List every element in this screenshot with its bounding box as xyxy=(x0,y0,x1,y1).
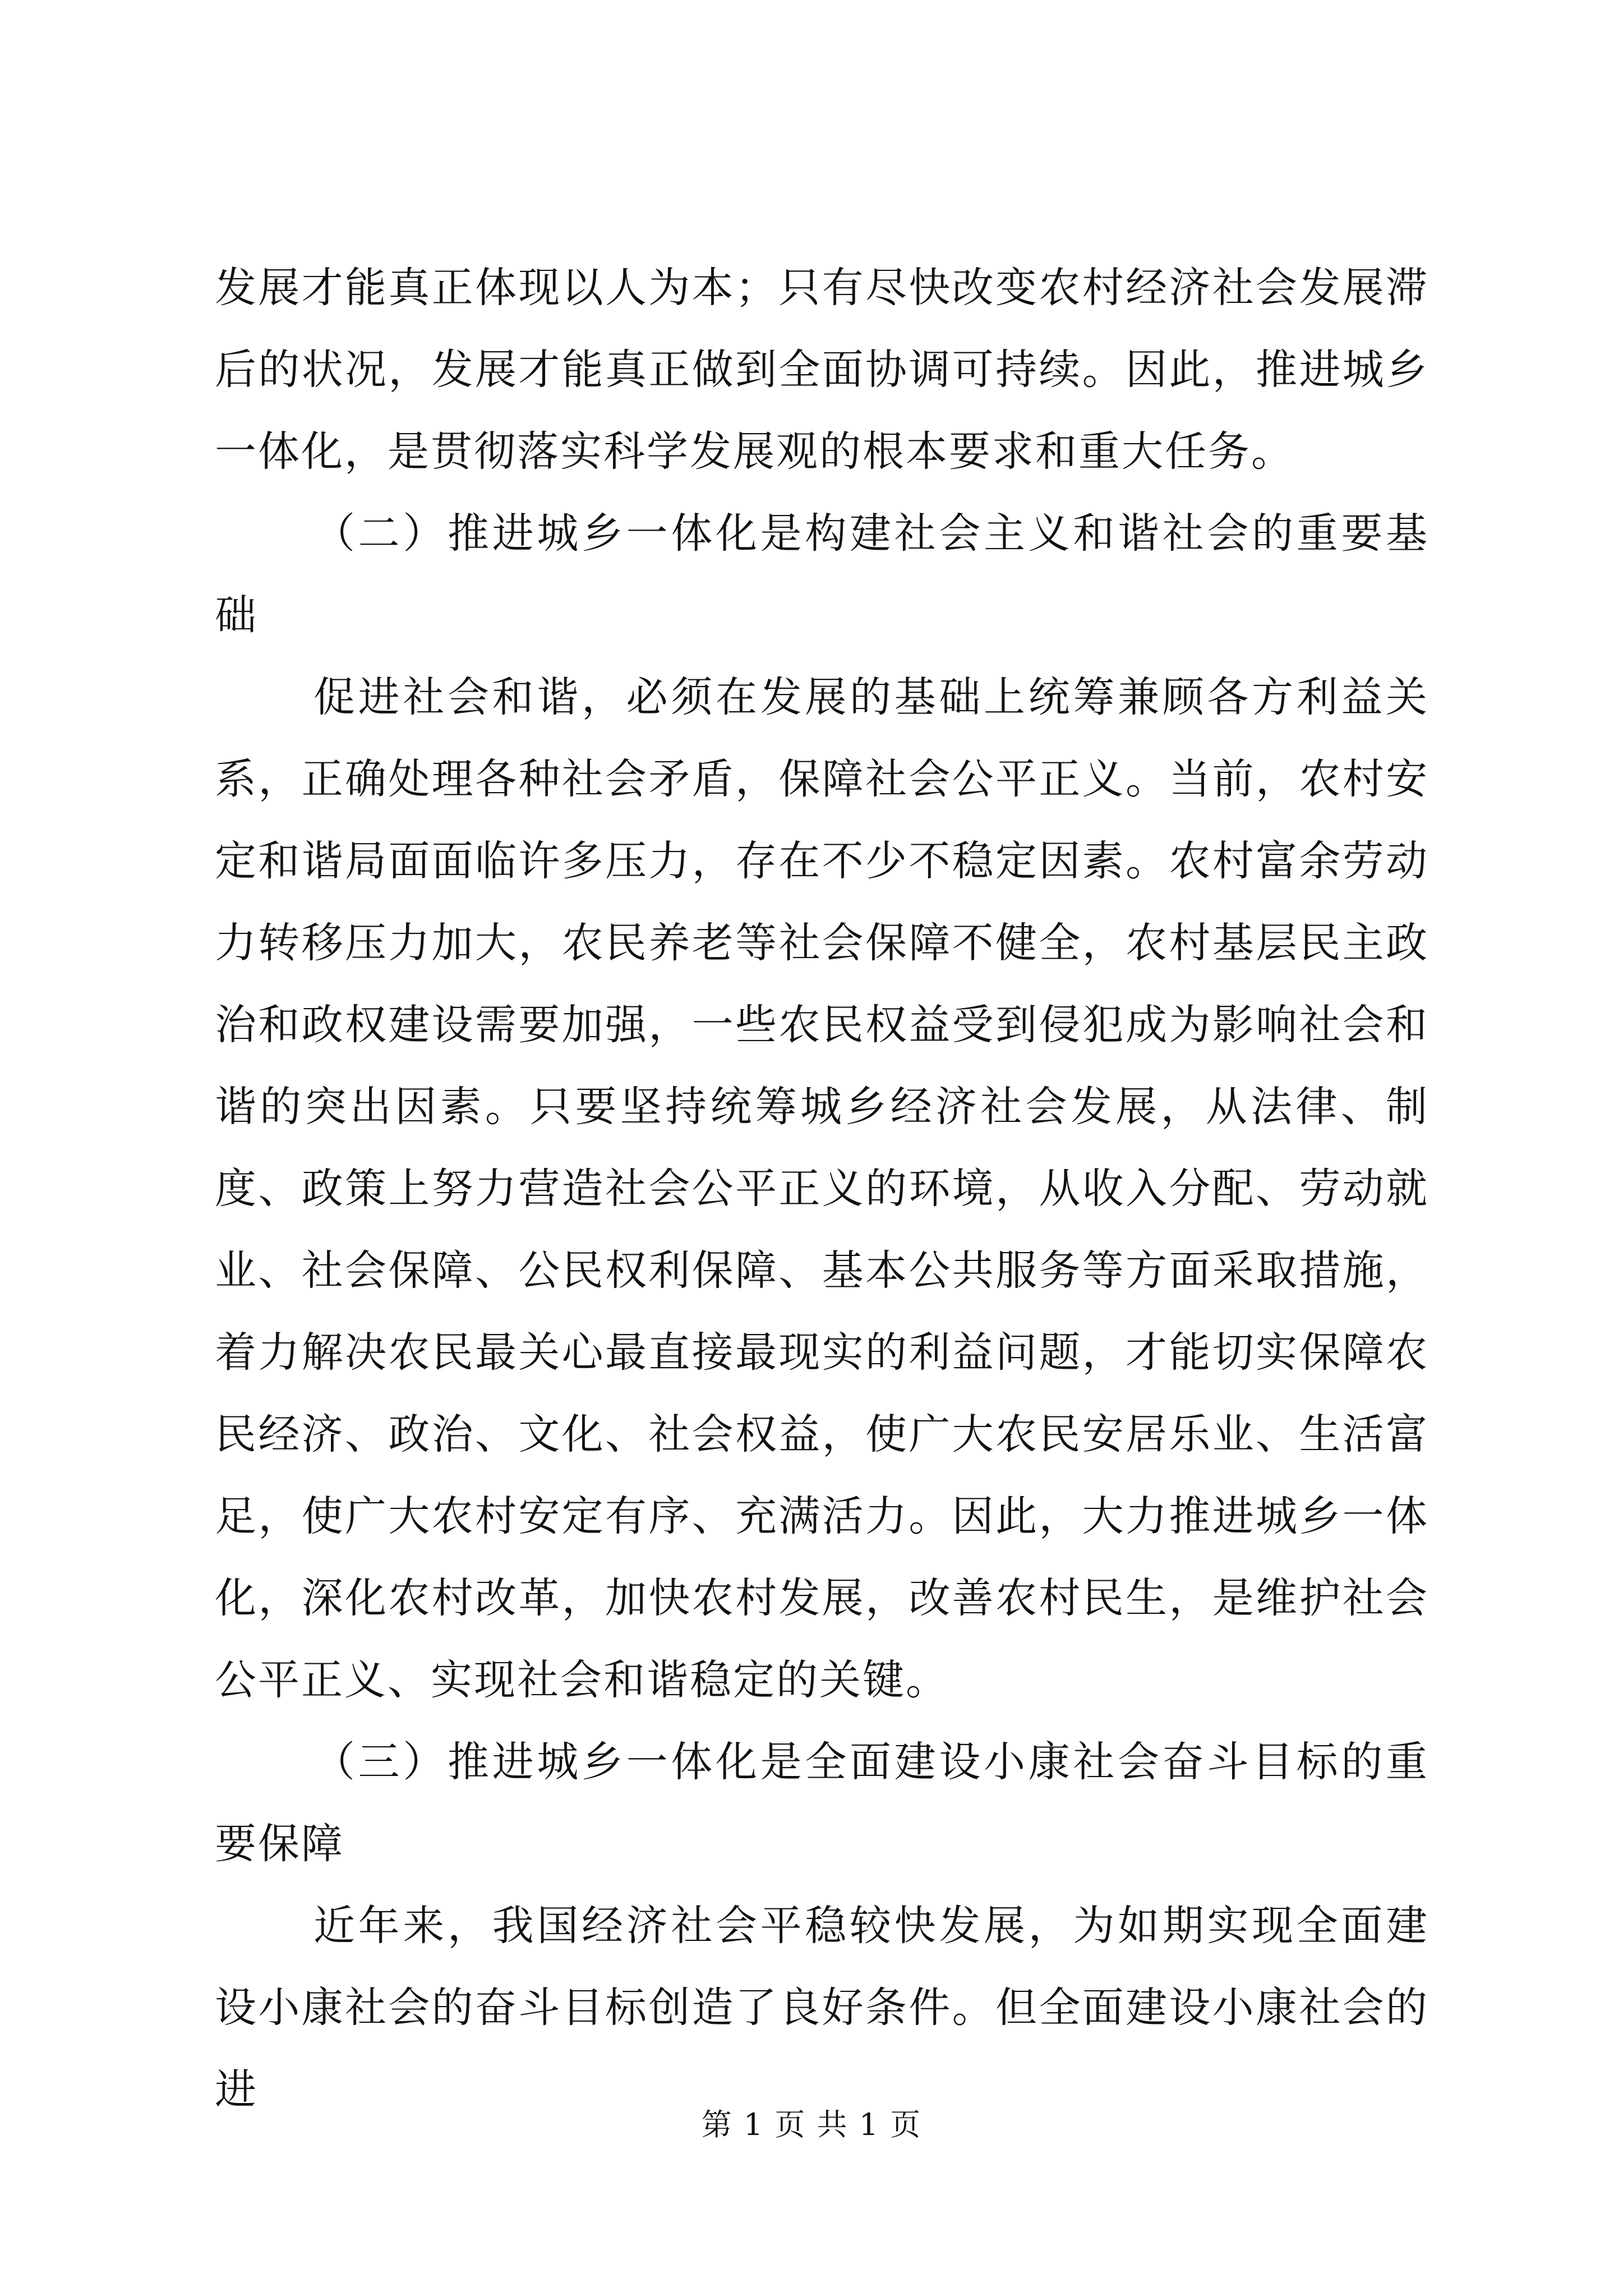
paragraph-social-harmony: 促进社会和谐，必须在发展的基础上统筹兼顾各方利益关系，正确处理各种社会矛盾，保障社会公平正义。当前，农村安定和谐局面面临许多压力，存在不少不稳定因素。农村富余劳动力转移压力加大，农民养老等社会保障不健全，农村基层民主政治和政权建设需要加强，一些农民权益受到侵犯成为影响社会和谐的突出因素。只要坚持统筹城乡经济社会发展，从法律、制度、政策上努力营造社会公平正义的环境，从收入分配、劳动就业、社会保障、公民权利保障、基本公共服务等方面采取措施，着力解决农民最关心最直接最现实的利益问题，才能切实保障农民经济、政治、文化、社会权益，使广大农民安居乐业、生活富足，使广大农村安定有序、充满活力。因此，大力推进城乡一体化，深化农村改革，加快农村发展，改善农村民生，是维护社会公平正义、实现社会和谐稳定的关键。 xyxy=(215,673,1429,1704)
page-footer: 第 1 页 共 1 页 xyxy=(701,2107,922,2142)
paragraph-xiaokang: 近年来，我国经济社会平稳较快发展，为如期实现全面建设小康社会的奋斗目标创造了良好条件。但全面建设小康社会的进 xyxy=(215,1902,1429,2114)
section-heading-2: （二）推进城乡一体化是构建社会主义和谐社会的重要基础 xyxy=(215,509,1429,639)
document-body xyxy=(215,247,1429,2131)
section-heading-3: （三）推进城乡一体化是全面建设小康社会奋斗目标的重要保障 xyxy=(215,1738,1429,1868)
paragraph-continuation: 发展才能真正体现以人为本；只有尽快改变农村经济社会发展滞后的状况，发展才能真正做到全面协调可持续。因此，推进城乡一体化，是贯彻落实科学发展观的根本要求和重大任务。 xyxy=(215,264,1429,476)
